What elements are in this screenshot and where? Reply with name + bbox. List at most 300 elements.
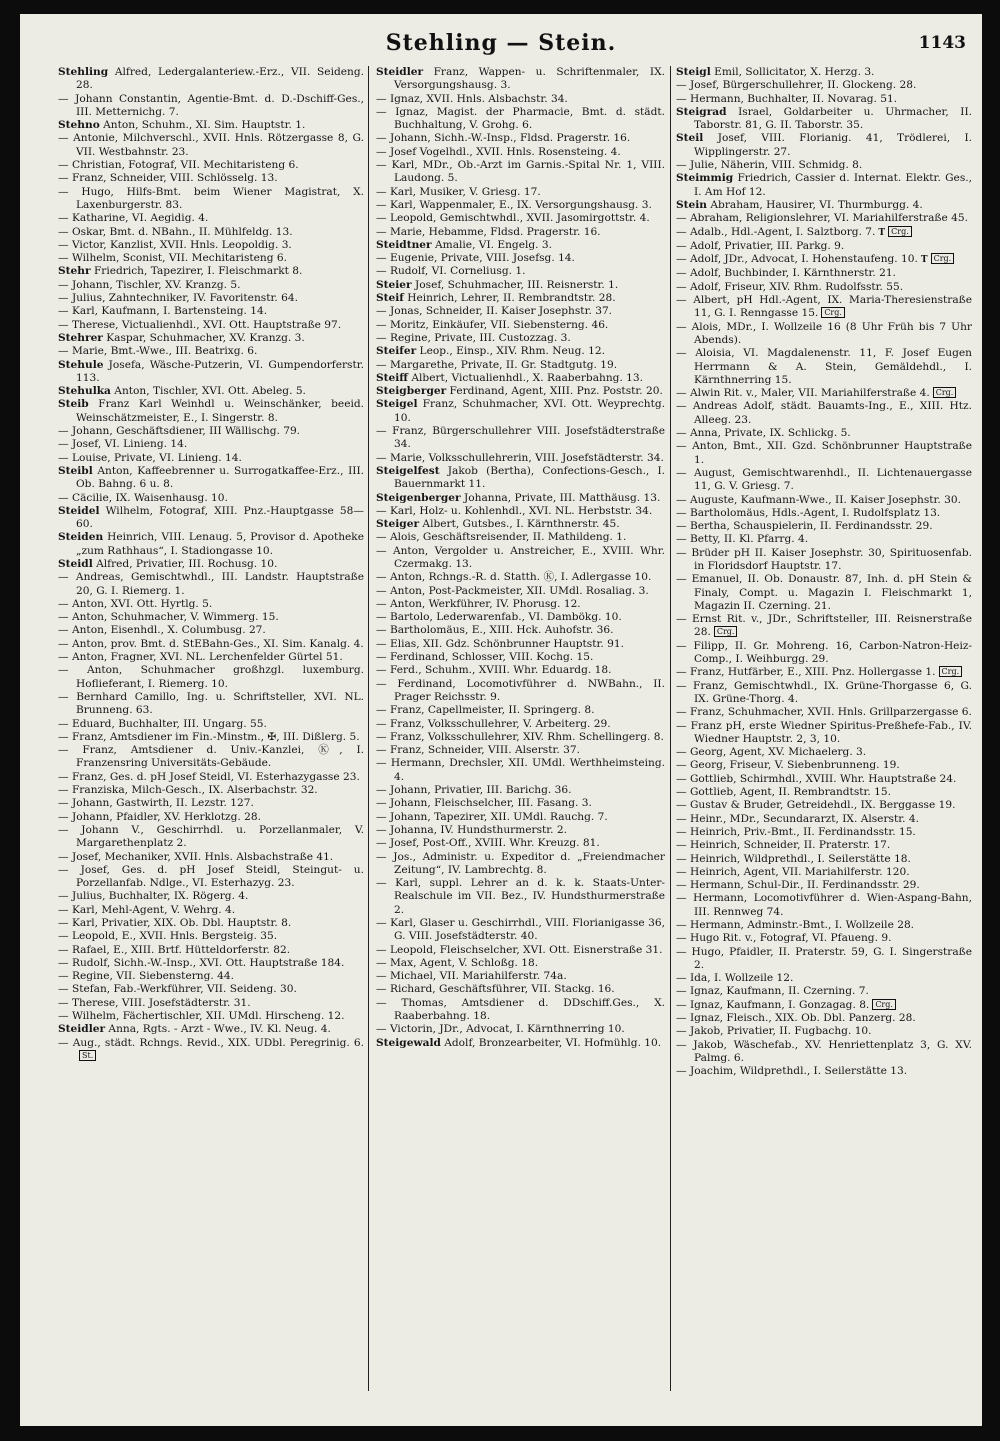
directory-entry [376,997,665,1024]
directory-entry [676,494,972,507]
boxed-mark: Crg. [821,307,845,318]
entry-text: — Josef, VI. Linieng. 14. [58,438,188,451]
directory-entry [58,957,364,970]
entry-text: — Stefan, Fab.-Werkführer, VII. Seideng. 30. [58,983,297,996]
entry-text: — Franz pH, erste Wiedner Spiritus-Preßhefe-Fab., IV. Wiedner Hauptstr. 2, 3, 10. [676,719,972,745]
entry-surname: Steil [676,132,704,145]
entry-text: — Marie, Hebamme, Fldsd. Pragerstr. 16. [376,225,601,238]
entry-surname: Stehule [58,358,104,371]
entry-surname: Steif [376,292,404,305]
entry-text: — Thomas, Amtsdiener d. DDschiff.Ges., X. Raaberbahng. 18. [376,996,665,1023]
entry-text: — Ignaz, Fleisch., XIX. Ob. Dbl. Panzerg. 28. [676,1012,916,1025]
entry-text: — Ernst Rit. v., JDr., Schriftsteller, III. Reisnerstraße 28. [676,613,972,639]
directory-entry [376,452,665,465]
entry-surname: Steidler [58,1023,106,1036]
directory-entry [58,119,364,132]
entry-surname: Steiff [376,371,409,384]
directory-entry [376,518,665,531]
directory-entry [676,267,972,280]
directory-entry [58,944,364,957]
entry-text: — Heinrich, Priv.-Bmt., II. Ferdinandsstr. 15. [676,825,916,838]
column-right [676,66,972,1406]
entry-text: — Franz, Bürgerschullehrer VIII. Josefstädterstraße 34. [376,425,665,451]
directory-entry [58,385,364,398]
entry-text: — Louise, Private, VI. Linieng. 14. [58,451,242,464]
directory-entry [376,851,665,878]
entry-text: — Rafael, E., XIII. Brtf. Hütteldorferstr. 82. [58,943,291,956]
directory-entry [58,172,364,185]
entry-text: — Josef, Ges. d. pH Josef Steidl, Steingut- u. Porzellanfab. Ndlge., VI. Esterhazyg. 23. [58,863,364,890]
entry-text: — Katharine, VI. Aegidig. 4. [58,212,209,225]
directory-entry [676,1025,972,1038]
directory-entry [676,932,972,945]
entry-text: — Regine, Private, III. Custozzag. 3. [376,331,571,344]
directory-entry [676,427,972,440]
entry-text: — Michael, VII. Mariahilferstr. 74a. [376,970,567,983]
entry-text: — Betty, II. Kl. Pfarrg. 4. [676,533,809,546]
entry-text: — Anton, Werkführer, IV. Phorusg. 12. [376,597,581,610]
directory-entry [58,226,364,239]
entry-text: Josef, VIII. Florianig. 41, Trödlerei, I. Wipplingerstr. 27. [694,132,972,158]
directory-entry [376,146,665,159]
directory-entry [58,664,364,691]
directory-entry [58,305,364,318]
directory-entry [58,904,364,917]
entry-text: Israel, Goldarbeiter u. Uhrmacher, II. Taborstr. 81, G. II. Taborstr. 35. [694,105,972,132]
directory-entry [376,319,665,332]
entry-text: — Adalb., Hdl.-Agent, I. Salztborg. 7. [676,225,876,238]
boxed-mark: Crg. [931,253,955,264]
entry-surname: Steidl [58,557,93,570]
entry-text: — Elias, XII. Gdz. Schönbrunner Hauptstr. 91. [376,637,624,650]
column-middle [376,66,665,1406]
directory-page [20,14,982,1426]
directory-entry [376,226,665,239]
entry-text: — Franz, Volksschullehrer, XIV. Rhm. Schellingerg. 8. [376,730,664,743]
directory-entry [676,946,972,973]
boxed-mark: Crg. [888,226,912,237]
entry-text: Alfred, Privatier, III. Rochusg. 10. [92,557,278,570]
entry-text: — Anton, Schuhmacher großhzgl. luxemburg. Hoflieferant, I. Riemerg. 10. [58,664,364,690]
entry-text: — Jakob, Privatier, II. Fugbachg. 10. [676,1025,872,1038]
entry-surname: Steibl [58,464,93,477]
directory-entry [676,387,972,400]
entry-text: — Josef, Mechaniker, XVII. Hnls. Alsbachstraße 41. [58,850,334,863]
entry-text: — Heinrich, Agent, VII. Mariahilferstr. 120. [676,865,910,878]
directory-entry [58,970,364,983]
entry-text: — Bernhard Camillo, Ing. u. Schriftsteller, XVI. NL. Brunneng. 63. [58,690,364,717]
entry-text: — Franz, Volksschullehrer, V. Arbeiterg. 29. [376,717,611,730]
entry-text: — Hugo Rit. v., Fotograf, VI. Pfaueng. 9. [676,932,892,945]
entry-text: — Cäcilie, IX. Waisenhausg. 10. [58,491,228,504]
entry-text: Emil, Sollicitator, X. Herzg. 3. [710,66,875,78]
directory-entry [58,93,364,120]
directory-entry [376,598,665,611]
entry-surname: Steigberger [376,385,447,398]
directory-entry [376,624,665,637]
directory-entry [376,585,665,598]
entry-surname: Steidtner [376,238,432,251]
entry-text: — Albert, pH Hdl.-Agent, IX. Maria-Theresienstraße 11, G. I. Renngasse 15. [676,294,972,320]
directory-entry [676,866,972,879]
entry-text: — Karl, suppl. Lehrer an d. k. k. Staats-Unter-Realschule im VII. Bez., IV. Hundsthurmerstraße 2. [376,877,665,916]
entry-text: Leop., Einsp., XIV. Rhm. Neug. 12. [416,345,605,358]
entry-text: — Hermann, Schul-Dir., II. Ferdinandsstr. 29. [676,879,920,892]
directory-entry [58,212,364,225]
entry-text: Albert, Victualienhdl., X. Raaberbahng. 13. [408,371,644,384]
directory-entry [676,79,972,92]
directory-entry [376,1023,665,1036]
entry-text: — Karl, MDr., Ob.-Arzt im Garnis.-Spital Nr. 1, VIII. Laudong. 5. [376,159,665,185]
directory-entry [58,186,364,213]
directory-entry [58,425,364,438]
entry-text: — Johann Constantin, Agentie-Bmt. d. D.-Dschiff-Ges., III. Metternichg. 7. [58,92,364,118]
directory-entry [376,917,665,944]
entry-text: — Johann, Privatier, III. Barichg. 36. [376,784,572,797]
entry-surname: Steimmig [676,172,734,185]
entry-text: — Johann V., Geschirrhdl. u. Porzellanmaler, V. Margarethenplatz 2. [58,823,364,850]
entry-text: — Bartolo, Lederwarenfab., VI. Dambökg. 10. [376,611,622,624]
entry-surname: Stein [676,198,708,211]
entry-text: — Anton, Vergolder u. Anstreicher, E., XVIII. Whr. Czermakg. 13. [376,544,665,570]
directory-entry [676,106,972,133]
entry-text: — Adolf, Buchbinder, I. Kärnthnerstr. 21. [676,267,896,280]
directory-entry [376,784,665,797]
entry-surname: Steidel [58,504,100,517]
entry-text: — Anton, Fragner, XVI. NL. Lerchenfelder Gürtel 51. [58,651,343,664]
entry-text: — Ignaz, Kaufmann, II. Czerning. 7. [676,985,869,998]
entry-surname: Steigewald [376,1036,441,1049]
entry-text: Josefa, Wäsche-Putzerin, VI. Gumpendorferstr. 113. [76,358,364,384]
directory-entry [376,332,665,345]
entry-text: — Jakob, Wäschefab., XV. Henriettenplatz 3, G. XV. Palmg. 6. [676,1038,972,1064]
directory-entry [376,545,665,572]
directory-entry [376,385,665,398]
directory-entry [58,651,364,664]
directory-entry [376,1037,665,1050]
entry-text: — Johann, Tischler, XV. Kranzg. 5. [58,278,241,291]
telephone-symbol: T [878,227,886,238]
entry-text: — Anna, Private, IX. Schlickg. 5. [676,427,851,440]
entry-text: — Max, Agent, V. Schloßg. 18. [376,956,539,969]
boxed-mark: Crg. [939,666,963,677]
entry-text: Anton, Schuhm., XI. Sim. Hauptstr. 1. [99,119,306,132]
directory-entry [58,492,364,505]
entry-text: Kaspar, Schuhmacher, XV. Kranzg. 3. [102,331,305,344]
directory-entry [676,640,972,667]
directory-entry [376,265,665,278]
entry-text: — Anton, Bmt., XII. Gzd. Schönbrunner Hauptstraße 1. [676,440,972,466]
directory-entry [376,837,665,850]
directory-entry [676,892,972,919]
directory-entry [58,558,364,571]
entry-text: — Brüder pH II. Kaiser Josephstr. 30, Spirituosenfab. in Floridsdorf Hauptstr. 17. [676,546,972,572]
entry-text: — Franz, Schneider, VIII. Schlösselg. 13. [58,172,278,185]
entry-text: Wilhelm, Fotograf, XIII. Pnz.-Hauptgasse 58—60. [76,504,364,531]
directory-entry [376,757,665,784]
column-left [58,66,364,1406]
directory-entry [58,744,364,771]
directory-entry [676,972,972,985]
directory-entry [676,999,972,1012]
directory-entry [676,93,972,106]
entry-text: — Oskar, Bmt. d. NBahn., II. Mühlfeldg. 13. [58,225,293,238]
entry-text: — Anton, Rchngs.-R. d. Statth. Ⓚ, I. Adlergasse 10. [376,571,652,584]
entry-text: — Therese, Victualienhdl., XVI. Ott. Hauptstraße 97. [58,318,342,331]
entry-text: Amalie, VI. Engelg. 3. [431,238,552,251]
entry-text: — Anton, XVI. Ott. Hyrtlg. 5. [58,597,213,610]
entry-surname: Stehr [58,265,91,278]
entry-text: Heinrich, VIII. Lenaug. 5, Provisor d. Apotheke „zum Rathhaus“, I. Stadiongasse 10. [76,531,364,557]
entry-text: — Josef, Post-Off., XVIII. Whr. Kreuzg. 81. [376,837,600,850]
entry-text: — Anton, Schuhmacher, V. Wimmerg. 15. [58,611,279,624]
entry-text: — Anton, prov. Bmt. d. StEBahn-Ges., XI. Sim. Kanalg. 4. [58,637,364,650]
entry-text: — Adolf, Friseur, XIV. Rhm. Rudolfsstr. 55. [676,280,904,293]
entry-surname: Steidler [376,66,424,78]
directory-entry [676,853,972,866]
entry-text: — Eduard, Buchhalter, III. Ungarg. 55. [58,717,267,730]
directory-entry [58,359,364,386]
directory-entry [376,93,665,106]
entry-text: Jakob (Bertha), Confections-Gesch., I. Bauernmarkt 11. [394,464,665,491]
entry-text: Adolf, Bronzearbeiter, VI. Hofmühlg. 10. [440,1036,662,1049]
directory-entry [376,718,665,731]
directory-entry [676,212,972,225]
directory-entry [376,372,665,385]
entry-surname: Steier [376,278,412,291]
entry-text: — Franz, Amtsdiener im Fin.-Minstm., ✠, III. Dißlerg. 5. [58,730,360,743]
entry-text: Alfred, Ledergalanteriew.-Erz., VII. Seideng. 28. [76,66,364,92]
entry-text: — Therese, VIII. Josefstädterstr. 31. [58,996,251,1009]
directory-entry [58,997,364,1010]
entry-text: — Alois, Geschäftsreisender, II. Mathildeng. 1. [376,531,627,544]
entry-text: — Eugenie, Private, VIII. Josefsg. 14. [376,252,575,265]
directory-entry [676,440,972,467]
entry-text: — Heinr., MDr., Secundararzt, IX. Alserstr. 4. [676,812,919,825]
directory-entry [376,212,665,225]
entry-text: — Antonie, Milchverschl., XVII. Hnls. Rötzergasse 8, G. VII. Westbahnstr. 23. [58,132,364,158]
entry-text: Abraham, Hausirer, VI. Thurmburgg. 4. [707,198,923,211]
entry-text: — Hermann, Locomotivführer d. Wien-Aspang-Bahn, III. Rennweg 74. [676,892,972,918]
directory-entry [676,759,972,772]
entry-text: — Karl, Musiker, V. Griesg. 17. [376,185,541,198]
entry-text: — Leopold, E., XVII. Hnls. Bergsteig. 35. [58,930,278,943]
directory-entry [376,465,665,492]
directory-entry [676,533,972,546]
directory-entry [676,1039,972,1066]
column-divider [670,66,671,1391]
entry-text: — Johann, Tapezirer, XII. UMdl. Rauchg. 7. [376,810,608,823]
entry-surname: Steiden [58,531,104,544]
entry-text: — Hermann, Buchhalter, II. Novarag. 51. [676,92,898,105]
directory-entry [58,930,364,943]
directory-entry [58,784,364,797]
directory-entry [376,983,665,996]
directory-entry [676,294,972,321]
directory-entry [676,226,972,240]
directory-entry [58,851,364,864]
directory-entry [58,811,364,824]
entry-text: — Wilhelm, Fächertischler, XII. UMdl. Hirscheng. 12. [58,1010,345,1023]
entry-text: — Margarethe, Private, II. Gr. Stadtgutg. 19. [376,358,618,371]
entry-text: — Franz, Schuhmacher, XVII. Hnls. Grillparzergasse 6. [676,706,972,719]
entry-text: — Regine, VII. Siebensterng. 44. [58,970,234,983]
entry-text: — Abraham, Religionslehrer, VI. Mariahilferstraße 45. [676,212,968,225]
directory-entry [376,186,665,199]
entry-text: — Bertha, Schauspielerin, II. Ferdinandsstr. 29. [676,520,933,533]
entry-text: — Alois, MDr., I. Wollzeile 16 (8 Uhr Früh bis 7 Uhr Abends). [676,320,972,346]
directory-entry [58,638,364,651]
directory-entry [376,651,665,664]
directory-entry [58,265,364,278]
entry-text: Franz, Schuhmacher, XVI. Ott. Weyprechtg. 10. [394,398,665,424]
directory-entry [676,547,972,574]
entry-text: — Karl, Holz- u. Kohlenhdl., XVI. NL. Herbststr. 34. [376,504,653,517]
directory-entry [676,507,972,520]
entry-text: — Franz, Ges. d. pH Josef Steidl, VI. Esterhazygasse 23. [58,770,360,783]
entry-text: — Franz, Hutfärber, E., XIII. Pnz. Hollergasse 1. [676,666,936,679]
entry-text: — Georg, Agent, XV. Michaelerg. 3. [676,746,867,759]
directory-entry [676,839,972,852]
entry-surname: Steigenberger [376,491,461,504]
entry-surname: Stehling [58,66,109,78]
entry-text: — August, Gemischtwarenhdl., II. Lichtenauergasse 11, G. V. Griesg. 7. [676,466,972,493]
entry-text: — Ignaz, XVII. Hnls. Alsbachstr. 34. [376,92,568,105]
directory-entry [376,877,665,917]
entry-text: — Karl, Wappenmaler, E., IX. Versorgungshausg. 3. [376,198,652,211]
directory-entry [376,359,665,372]
directory-entry [676,1012,972,1025]
directory-entry [58,983,364,996]
directory-entry [676,199,972,212]
directory-entry [58,890,364,903]
entry-text: — Heinrich, Wildprethdl., I. Seilerstätte 18. [676,852,911,865]
boxed-mark: Crg. [714,626,738,637]
entry-text: — Hugo, Hilfs-Bmt. beim Wiener Magistrat, X. Laxenburgerstr. 83. [58,185,364,211]
entry-text: — Hugo, Pfaidler, II. Praterstr. 59, G. I. Singerstraße 2. [676,945,972,971]
directory-entry [58,624,364,637]
entry-text: — Leopold, Gemischtwhdl., XVII. Jasomirgottstr. 4. [376,212,650,225]
entry-text: — Victorin, JDr., Advocat, I. Kärnthnerring 10. [376,1023,625,1036]
directory-entry [58,797,364,810]
directory-entry [376,132,665,145]
directory-entry [376,252,665,265]
entry-text: — Heinrich, Schneider, II. Praterstr. 17. [676,839,891,852]
directory-entry [376,811,665,824]
directory-entry [676,919,972,932]
directory-entry [676,666,972,679]
entry-text: — Julius, Buchhalter, IX. Rögerg. 4. [58,890,249,903]
directory-entry [58,319,364,332]
entry-text: — Jos., Administr. u. Expeditor d. „Freiendmacher Zeitung“, IV. Lambrechtg. 8. [376,850,665,876]
entry-surname: Steigelfest [376,464,440,477]
entry-text: Anton, Kaffeebrenner u. Surrogatkaffee-Erz., III. Ob. Bahng. 6 u. 8. [76,464,364,491]
directory-entry [676,773,972,786]
directory-entry [58,159,364,172]
entry-text: — Filipp, II. Gr. Mohreng. 16, Carbon-Natron-Heiz-Comp., I. Weihburgg. 29. [676,639,972,666]
directory-entry [376,678,665,705]
entry-text: — Franz, Amtsdiener d. Univ.-Kanzlei, Ⓚ, I. Franzensring Universitäts-Gebäude. [58,744,364,770]
entry-text: — Georg, Friseur, V. Siebenbrunneng. 19. [676,759,900,772]
entry-text: — Gottlieb, Schirmhdl., XVIII. Whr. Hauptstraße 24. [676,772,957,785]
directory-entry [676,1065,972,1078]
directory-entry [676,613,972,640]
directory-entry [58,571,364,598]
directory-entry [58,279,364,292]
directory-entry [676,66,972,79]
directory-entry [58,824,364,851]
directory-entry [58,398,364,425]
directory-entry [376,305,665,318]
entry-text: — Hermann, Drechsler, XII. UMdl. Werthheimsteing. 4. [376,757,665,783]
entry-text: — Franz, Gemischtwhdl., IX. Grüne-Thorgasse 6, G. IX. Grüne-Thorg. 4. [676,679,972,705]
directory-entry [58,345,364,358]
directory-entry [376,345,665,358]
entry-text: — Andreas Adolf, städt. Bauamts-Ing., E., XIII. Htz. Alleeg. 23. [676,400,972,426]
entry-text: Franz, Wappen- u. Schriftenmaler, IX. Versorgungshausg. 3. [394,66,665,92]
entry-text: — Ferdinand, Schlosser, VIII. Kochg. 15. [376,651,594,664]
entry-text: Anton, Tischler, XVI. Ott. Abeleg. 5. [110,385,306,398]
boxed-mark: Crg. [933,387,957,398]
page-number: 1143 [918,33,966,53]
directory-entry [376,292,665,305]
directory-entry [376,279,665,292]
entry-surname: Steiger [376,518,420,531]
entry-surname: Steifer [376,345,417,358]
entry-text: — Gustav & Bruder, Getreidehdl., IX. Berggasse 19. [676,799,956,812]
directory-entry [376,824,665,837]
directory-entry [58,66,364,93]
directory-entry [676,347,972,387]
directory-entry [676,520,972,533]
entry-surname: Steigl [676,66,711,78]
entry-text: — Adolf, Privatier, III. Parkg. 9. [676,239,845,252]
telephone-symbol: T [920,255,928,266]
directory-entry [58,1037,364,1064]
entry-text: — Joachim, Wildprethdl., I. Seilerstätte 13. [676,1065,908,1078]
directory-entry [58,531,364,558]
directory-entry [58,864,364,891]
entry-text: — Jonas, Schneider, II. Kaiser Josephstr. 37. [376,305,613,318]
entry-text: — Julius, Zahntechniker, IV. Favoritenstr. 64. [58,292,298,305]
directory-entry [58,598,364,611]
directory-entry [376,970,665,983]
entry-text: — Auguste, Kaufmann-Wwe., II. Kaiser Josephstr. 30. [676,493,962,506]
directory-entry [58,718,364,731]
entry-text: — Franziska, Milch-Gesch., IX. Alserbachstr. 32. [58,784,318,797]
entry-text: — Ignaz, Kaufmann, I. Gonzagag. 8. [676,998,870,1011]
directory-entry [676,281,972,294]
boxed-mark: St. [79,1050,96,1061]
directory-entry [376,731,665,744]
directory-entry [58,691,364,718]
directory-entry [58,505,364,532]
boxed-mark: Crg. [872,999,896,1010]
entry-text: — Marie, Volksschullehrerin, VIII. Josefstädterstr. 34. [376,451,664,464]
directory-entry [376,571,665,584]
directory-entry [676,746,972,759]
directory-entry [58,1023,364,1036]
directory-entry [376,611,665,624]
entry-text: — Karl, Mehl-Agent, V. Wehrg. 4. [58,903,236,916]
directory-entry [676,573,972,613]
entry-text: — Julie, Näherin, VIII. Schmidg. 8. [676,159,863,172]
directory-entry [376,797,665,810]
entry-text: — Johann, Pfaidler, XV. Herklotzg. 28. [58,810,261,823]
entry-text: — Josef Vogelhdl., XVII. Hnls. Rosensteing. 4. [376,145,621,158]
entry-text: — Bartholomäus, Hdls.-Agent, I. Rudolfsplatz 13. [676,506,941,519]
directory-entry [58,1010,364,1023]
